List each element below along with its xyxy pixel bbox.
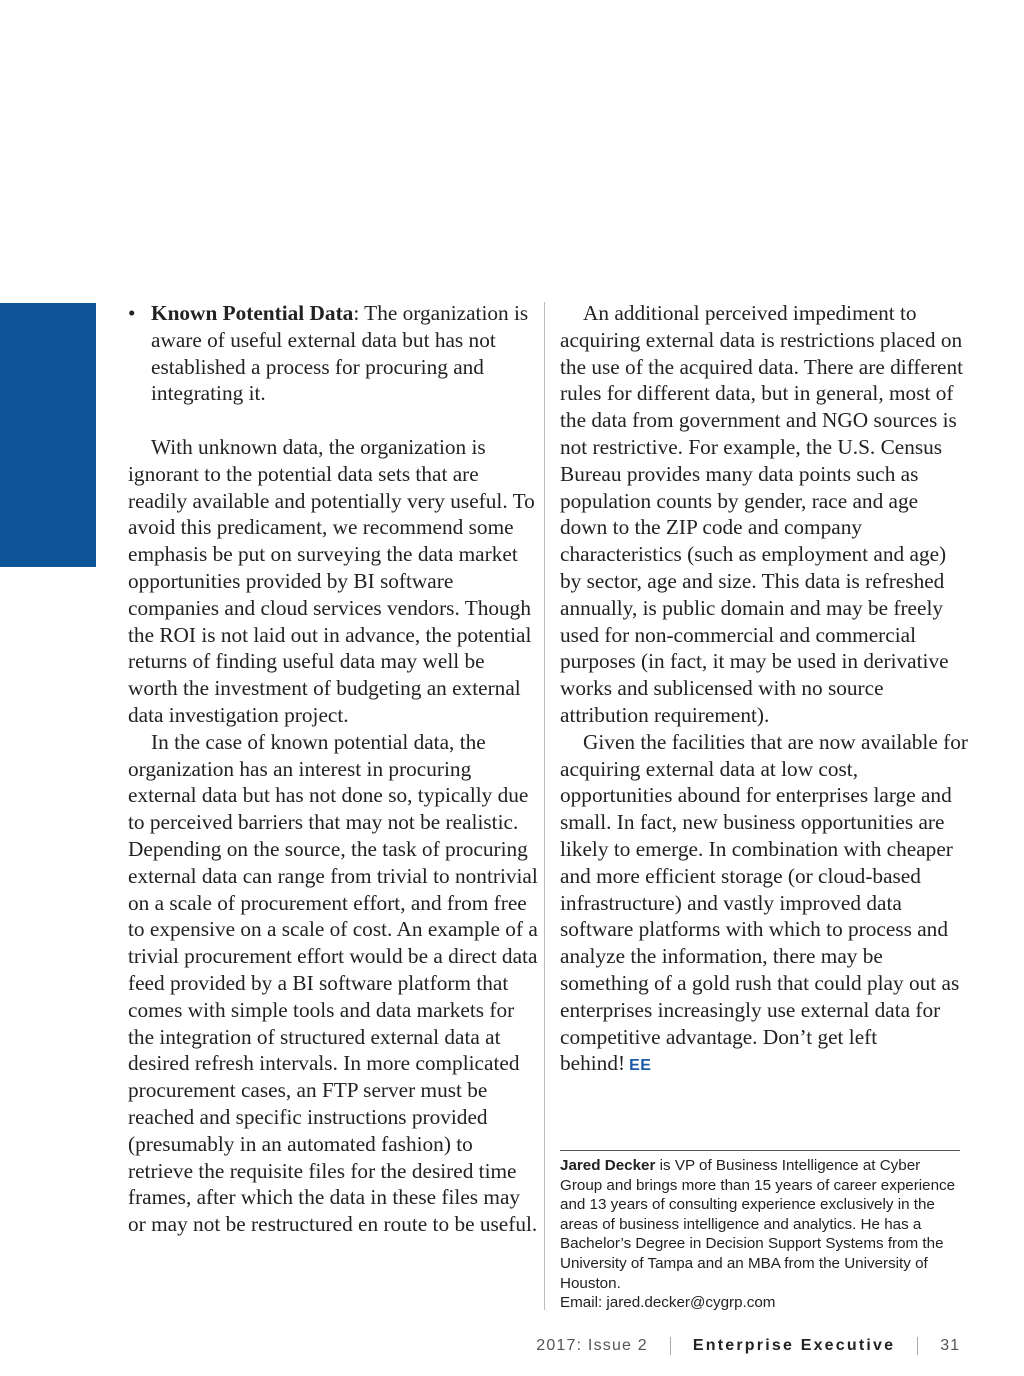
section-color-tab [0, 303, 96, 567]
author-email: Email: jared.decker@cygrp.com [560, 1294, 776, 1312]
final-paragraph-text: Given the facilities that are now available for acquiring external data at low cost, opportunities abound for enterprises large and small. In fact, new business opportunities are likely to emerge. In combination with cheaper and more efficient storage (or cloud-based infrastructure) and vastly improved data software platforms with which to process and analyze the information, there may be something of a gold rush that could play out as enterprises increasingly use external data for competitive advantage. Don’t get left behind! [560, 729, 968, 1076]
page-footer [536, 1336, 960, 1356]
footer-magazine-title: Enterprise Executive [692, 1337, 896, 1354]
bullet-term: Known Potential Data [151, 301, 354, 325]
body-paragraph: In the case of known potential data, the organization has an interest in procuring external data but has not done so, typically due to perceived barriers that may not be realistic. Depending on the source, the task of procuring external data can range from trivial to nontrivial on a scale of procurement effort, and from free to expensive on a scale of cost. An example of a trivial procurement effort would be a direct data feed provided by a BI software platform that comes with simple tools and data markets for the integration of structured external data at desired refresh intervals. In more complicated procurement cases, an FTP server must be reached and specific instructions provided (presumably in an automated fashion) to retrieve the requisite files for the desired time frames, after which the data in these files may or may not be restructured en route to be useful. [128, 729, 538, 1237]
bullet-item-known-potential-data [128, 300, 538, 407]
body-paragraph: An additional perceived impediment to acquiring external data is restrictions placed on the use of the acquired data. There are different rules for different data, but in general, most of the data from government and NGO sources is not restrictive. For example, the U.S. Census Bureau provides many data points such as population counts by gender, race and age down to the ZIP code and company characteristics (such as employment and age) by sector, age and size. This data is refreshed annually, is public domain and may be freely used for non-commercial and commercial purposes (in fact, it may be used in derivative works and sublicensed with no source attribution requirement). [560, 301, 964, 727]
footer-separator [917, 1337, 918, 1355]
bio-divider [560, 1150, 960, 1151]
author-name: Jared Decker [560, 1157, 656, 1174]
left-column [128, 300, 538, 1238]
body-paragraph-final [560, 729, 968, 1080]
page-number: 31 [940, 1337, 960, 1354]
bullet-icon: • [128, 301, 136, 325]
footer-separator [670, 1337, 671, 1355]
author-bio [560, 1156, 960, 1313]
column-divider [544, 302, 545, 1310]
right-column [560, 300, 968, 1080]
footer-issue: 2017: Issue 2 [536, 1337, 648, 1354]
bullet-text: : The organization is aware of useful external data but has not established a process for procuring and integrating it. [151, 301, 529, 406]
end-of-article-mark: EE [629, 1057, 652, 1075]
author-bio-text: is VP of Business Intelligence at Cyber Group and brings more than 15 years of career experience and 13 years of consulting experience exclusively in the areas of business intelligence and analytics. He has a Bachelor’s Degree in Decision Support Systems from the University of Tampa and an MBA from the University of Houston. [560, 1157, 956, 1292]
body-paragraph: With unknown data, the organization is ignorant to the potential data sets that are readily available and potentially very useful. To avoid this predicament, we recommend some emphasis be put on surveying the data market opportunities provided by BI software companies and cloud services vendors. Though the ROI is not laid out in advance, the potential returns of finding useful data may well be worth the investment of budgeting an external data investigation project. [128, 434, 535, 727]
